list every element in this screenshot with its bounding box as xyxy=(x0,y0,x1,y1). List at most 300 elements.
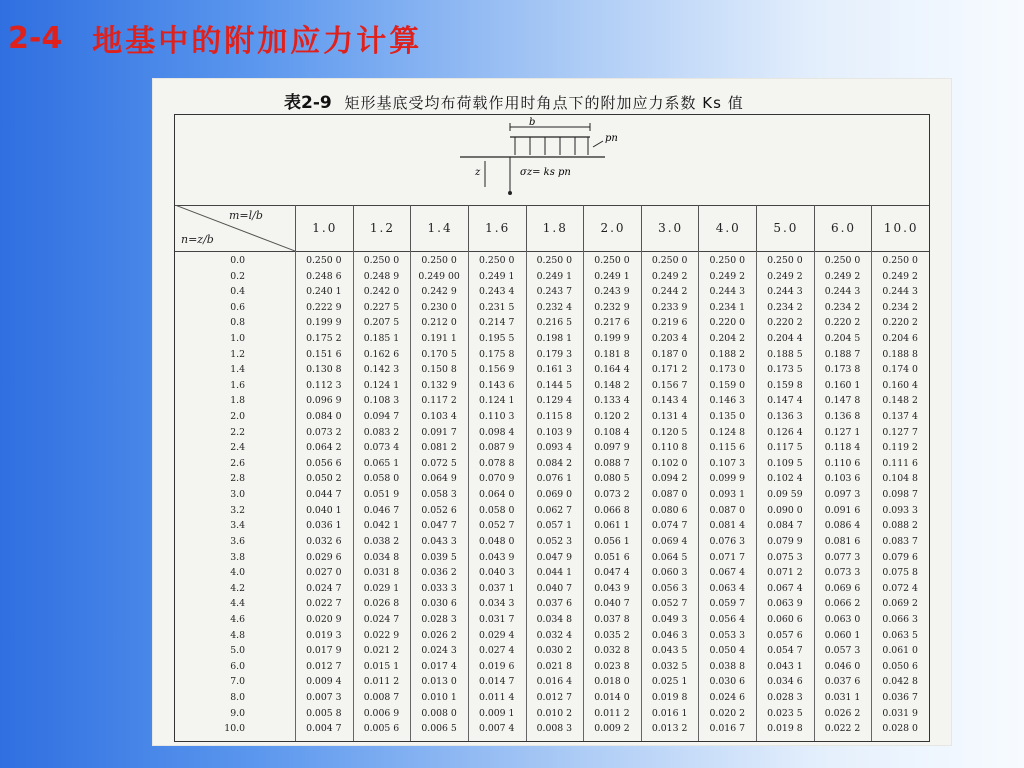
header-m-label: m=l/b xyxy=(229,209,263,222)
table-cell: 0.220 2 xyxy=(882,317,918,329)
table-cell: 0.231 5 xyxy=(478,301,515,313)
table-cell: 0.250 0 xyxy=(421,255,457,266)
header-n-label: n=z/b xyxy=(181,233,214,246)
table-cell: 0.084 7 xyxy=(767,520,803,532)
table-cell: 0.137 4 xyxy=(882,411,918,423)
table-cell: 0.064 5 xyxy=(651,551,688,563)
table-cell: 0.020 9 xyxy=(306,613,342,625)
table-cell: 0.102 4 xyxy=(767,473,803,485)
table-caption-title: 矩形基底受均布荷载作用时角点下的附加应力系数 Ks 值 xyxy=(344,94,744,112)
table-cell: 0.132 9 xyxy=(421,379,457,391)
table-cell: 0.103 4 xyxy=(421,411,457,423)
table-cell: 0.250 0 xyxy=(651,255,688,266)
table-cell: 0.091 6 xyxy=(824,504,861,516)
table-cell: 0.130 8 xyxy=(306,364,342,376)
table-cell: 0.250 0 xyxy=(363,255,400,266)
table-cell: 0.047 9 xyxy=(536,551,573,563)
table-cell: 0.073 3 xyxy=(824,567,861,579)
table-cell: 0.204 4 xyxy=(767,333,803,345)
table-caption xyxy=(284,88,744,113)
row-n-value: 9.0 xyxy=(230,707,245,719)
table-row xyxy=(175,489,929,502)
scanned-table-image xyxy=(152,78,952,746)
table-cell: 0.161 3 xyxy=(536,364,573,376)
table-cell: 0.115 6 xyxy=(709,442,746,454)
table-cell: 0.173 0 xyxy=(709,364,746,376)
table-cell: 0.020 2 xyxy=(709,707,746,719)
row-n-value: 3.4 xyxy=(230,520,245,532)
table-cell: 0.243 9 xyxy=(594,286,630,298)
table-cell: 0.052 3 xyxy=(536,535,573,547)
table-cell: 0.056 6 xyxy=(306,457,342,469)
table-cell: 0.036 7 xyxy=(882,691,918,703)
table-cell: 0.181 8 xyxy=(594,348,630,360)
table-cell: 0.073 2 xyxy=(594,489,630,501)
table-cell: 0.040 3 xyxy=(478,567,515,579)
table-cell: 0.017 4 xyxy=(421,660,457,672)
table-cell: 0.032 5 xyxy=(651,660,688,672)
table-cell: 0.056 1 xyxy=(594,535,630,547)
table-cell: 0.066 2 xyxy=(824,598,861,610)
row-n-value: 1.4 xyxy=(230,364,245,376)
table-row xyxy=(175,661,929,674)
table-cell: 0.129 4 xyxy=(536,395,573,407)
table-cell: 0.038 2 xyxy=(363,535,400,547)
table-cell: 0.019 8 xyxy=(767,723,803,735)
table-cell: 0.056 3 xyxy=(651,582,688,594)
header-m-value: 1.6 xyxy=(468,205,527,251)
table-cell: 0.026 2 xyxy=(421,629,457,641)
table-cell: 0.075 8 xyxy=(882,567,918,579)
table-cell: 0.036 2 xyxy=(421,567,457,579)
row-n-value: 0.2 xyxy=(230,270,245,282)
table-cell: 0.108 4 xyxy=(594,426,630,438)
table-cell: 0.011 2 xyxy=(594,707,630,719)
row-n-value: 10.0 xyxy=(224,723,245,735)
table-cell: 0.087 0 xyxy=(651,489,688,501)
table-cell: 0.050 2 xyxy=(306,473,342,485)
table-cell: 0.199 9 xyxy=(306,317,342,329)
table-cell: 0.120 5 xyxy=(651,426,688,438)
table-cell: 0.104 8 xyxy=(882,473,918,485)
row-n-value: 2.0 xyxy=(230,411,245,423)
table-cell: 0.024 6 xyxy=(709,691,746,703)
table-cell: 0.248 9 xyxy=(363,270,400,282)
table-row xyxy=(175,536,929,549)
row-n-value: 0.4 xyxy=(230,286,245,298)
table-cell: 0.044 7 xyxy=(306,489,342,501)
table-cell: 0.063 0 xyxy=(824,613,861,625)
table-cell: 0.015 1 xyxy=(363,660,400,672)
table-cell: 0.219 6 xyxy=(651,317,688,329)
header-m-value: 2.0 xyxy=(583,205,642,251)
table-cell: 0.035 2 xyxy=(594,629,630,641)
table-cell: 0.047 7 xyxy=(421,520,457,532)
table-cell: 0.249 2 xyxy=(824,270,861,282)
table-cell: 0.240 1 xyxy=(306,286,342,298)
table-cell: 0.069 6 xyxy=(824,582,861,594)
table-cell: 0.008 7 xyxy=(363,691,400,703)
table-cell: 0.220 2 xyxy=(824,317,861,329)
table-cell: 0.037 6 xyxy=(824,676,861,688)
table-cell: 0.028 0 xyxy=(882,723,918,735)
header-m-value: 10.0 xyxy=(871,205,930,251)
table-cell: 0.073 2 xyxy=(306,426,342,438)
table-cell: 0.018 0 xyxy=(594,676,630,688)
table-cell: 0.063 4 xyxy=(709,582,746,594)
table-cell: 0.098 4 xyxy=(478,426,515,438)
row-n-value: 4.4 xyxy=(230,598,245,610)
table-cell: 0.250 0 xyxy=(306,255,342,266)
table-cell: 0.159 0 xyxy=(709,379,746,391)
table-cell: 0.067 4 xyxy=(767,582,803,594)
table-cell: 0.064 0 xyxy=(478,489,515,501)
table-cell: 0.249 2 xyxy=(651,270,688,282)
table-row xyxy=(175,676,929,689)
table-cell: 0.058 3 xyxy=(421,489,457,501)
table-cell: 0.011 2 xyxy=(363,676,400,688)
row-n-value: 4.2 xyxy=(230,582,245,594)
table-cell: 0.065 1 xyxy=(363,457,400,469)
table-cell: 0.049 3 xyxy=(651,613,688,625)
table-cell: 0.040 1 xyxy=(306,504,342,516)
table-cell: 0.064 2 xyxy=(306,442,342,454)
row-n-value: 0.8 xyxy=(230,317,245,329)
table-cell: 0.043 9 xyxy=(478,551,515,563)
load-diagram-figure xyxy=(175,115,929,205)
table-row xyxy=(175,505,929,518)
table-cell: 0.031 7 xyxy=(478,613,515,625)
table-cell: 0.220 2 xyxy=(767,317,803,329)
table-cell: 0.090 0 xyxy=(767,504,803,516)
table-cell: 0.098 7 xyxy=(882,489,918,501)
table-cell: 0.243 4 xyxy=(478,286,515,298)
table-cell: 0.052 7 xyxy=(651,598,688,610)
table-cell: 0.250 0 xyxy=(478,255,515,266)
load-arrows xyxy=(515,137,588,155)
table-cell: 0.008 0 xyxy=(421,707,457,719)
table-cell: 0.091 7 xyxy=(421,426,457,438)
section-number: 2-4 xyxy=(8,20,63,56)
stress-formula: σz= ks pn xyxy=(520,167,571,178)
table-cell: 0.034 6 xyxy=(767,676,803,688)
table-cell: 0.077 3 xyxy=(824,551,861,563)
table-cell: 0.244 3 xyxy=(824,286,861,298)
table-row xyxy=(175,333,929,346)
table-cell: 0.062 7 xyxy=(536,504,573,516)
table-cell: 0.250 0 xyxy=(536,255,573,266)
table-cell: 0.203 4 xyxy=(651,333,688,345)
row-n-value: 2.6 xyxy=(230,457,245,469)
table-cell: 0.249 00 xyxy=(418,270,460,282)
table-cell: 0.250 0 xyxy=(767,255,803,266)
table-cell: 0.110 6 xyxy=(824,457,861,469)
table-cell: 0.064 9 xyxy=(421,473,457,485)
table-cell: 0.028 3 xyxy=(421,613,457,625)
table-cell: 0.173 8 xyxy=(824,364,861,376)
table-cell: 0.022 9 xyxy=(363,629,400,641)
table-cell: 0.069 2 xyxy=(882,598,918,610)
table-cell: 0.160 4 xyxy=(882,379,918,391)
table-cell: 0.031 1 xyxy=(824,691,861,703)
table-cell: 0.160 1 xyxy=(824,379,861,391)
table-cell: 0.027 4 xyxy=(478,645,515,657)
table-cell: 0.214 7 xyxy=(478,317,515,329)
table-cell: 0.034 8 xyxy=(536,613,573,625)
table-cell: 0.124 8 xyxy=(709,426,746,438)
table-cell: 0.103 6 xyxy=(824,473,861,485)
table-cell: 0.187 0 xyxy=(651,348,688,360)
table-cell: 0.102 0 xyxy=(651,457,688,469)
table-cell: 0.083 2 xyxy=(363,426,400,438)
table-cell: 0.054 7 xyxy=(767,645,803,657)
table-cell: 0.026 2 xyxy=(824,707,861,719)
table-cell: 0.175 2 xyxy=(306,333,342,345)
row-n-value: 3.8 xyxy=(230,551,245,563)
table-cell: 0.079 9 xyxy=(767,535,803,547)
row-n-value: 8.0 xyxy=(230,691,245,703)
table-cell: 0.249 1 xyxy=(594,270,630,282)
table-cell: 0.111 6 xyxy=(882,457,918,469)
table-cell: 0.118 4 xyxy=(824,442,861,454)
table-cell: 0.198 1 xyxy=(536,333,573,345)
table-row xyxy=(175,427,929,440)
table-cell: 0.115 8 xyxy=(536,411,573,423)
table-cell: 0.250 0 xyxy=(709,255,746,266)
table-cell: 0.021 2 xyxy=(363,645,400,657)
table-cell: 0.063 9 xyxy=(767,598,803,610)
table-cell: 0.022 7 xyxy=(306,598,342,610)
table-cell: 0.078 8 xyxy=(478,457,515,469)
table-cell: 0.083 7 xyxy=(882,535,918,547)
table-cell: 0.242 0 xyxy=(363,286,400,298)
table-row xyxy=(175,395,929,408)
table-cell: 0.097 3 xyxy=(824,489,861,501)
row-n-value: 4.8 xyxy=(230,629,245,641)
table-cell: 0.073 4 xyxy=(363,442,400,454)
table-cell: 0.030 6 xyxy=(709,676,746,688)
table-cell: 0.131 4 xyxy=(651,411,688,423)
table-cell: 0.162 6 xyxy=(363,348,400,360)
row-n-value: 2.4 xyxy=(230,442,245,454)
table-cell: 0.135 0 xyxy=(709,411,746,423)
row-n-value: 0.6 xyxy=(230,301,245,313)
table-cell: 0.179 3 xyxy=(536,348,573,360)
table-cell: 0.079 6 xyxy=(882,551,918,563)
header-m-value: 4.0 xyxy=(698,205,757,251)
table-cell: 0.019 6 xyxy=(478,660,515,672)
table-cell: 0.191 1 xyxy=(421,333,457,345)
header-m-value: 1.2 xyxy=(353,205,412,251)
table-cell: 0.046 7 xyxy=(363,504,400,516)
table-cell: 0.204 5 xyxy=(824,333,861,345)
table-cell: 0.024 7 xyxy=(306,582,342,594)
table-row xyxy=(175,458,929,471)
table-cell: 0.060 6 xyxy=(767,613,803,625)
table-cell: 0.249 1 xyxy=(536,270,573,282)
table-cell: 0.117 5 xyxy=(767,442,803,454)
table-cell: 0.148 2 xyxy=(882,395,918,407)
table-cell: 0.249 2 xyxy=(767,270,803,282)
table-cell: 0.103 9 xyxy=(536,426,573,438)
table-cell: 0.151 6 xyxy=(306,348,342,360)
table-row xyxy=(175,645,929,658)
table-cell: 0.056 4 xyxy=(709,613,746,625)
table-cell: 0.043 3 xyxy=(421,535,457,547)
header-m-value: 5.0 xyxy=(756,205,815,251)
table-cell: 0.037 6 xyxy=(536,598,573,610)
table-cell: 0.199 9 xyxy=(594,333,630,345)
slide-title xyxy=(8,16,422,60)
table-cell: 0.120 2 xyxy=(594,411,630,423)
header-m-value: 1.4 xyxy=(410,205,469,251)
table-cell: 0.021 8 xyxy=(536,660,573,672)
row-n-value: 1.2 xyxy=(230,348,245,360)
table-cell: 0.249 2 xyxy=(882,270,918,282)
table-cell: 0.011 4 xyxy=(478,691,515,703)
table-cell: 0.232 4 xyxy=(536,301,573,313)
table-cell: 0.136 8 xyxy=(824,411,861,423)
table-cell: 0.081 2 xyxy=(421,442,457,454)
table-cell: 0.016 7 xyxy=(709,723,746,735)
table-cell: 0.204 2 xyxy=(709,333,746,345)
table-cell: 0.227 5 xyxy=(363,301,400,313)
load-diagram xyxy=(175,115,929,206)
table-cell: 0.069 0 xyxy=(536,489,573,501)
table-cell: 0.232 9 xyxy=(594,301,630,313)
table-cell: 0.174 0 xyxy=(882,364,918,376)
row-n-value: 2.2 xyxy=(230,426,245,438)
table-cell: 0.048 0 xyxy=(478,535,515,547)
table-cell: 0.107 3 xyxy=(709,457,746,469)
table-cell: 0.088 7 xyxy=(594,457,630,469)
table-cell: 0.005 8 xyxy=(306,707,342,719)
table-cell: 0.039 5 xyxy=(421,551,457,563)
table-cell: 0.034 8 xyxy=(363,551,400,563)
row-n-value: 6.0 xyxy=(230,660,245,672)
table-cell: 0.220 0 xyxy=(709,317,746,329)
table-cell: 0.117 2 xyxy=(421,395,457,407)
table-cell: 0.146 3 xyxy=(709,395,746,407)
table-cell: 0.088 2 xyxy=(882,520,918,532)
header-m-value: 3.0 xyxy=(641,205,700,251)
table-cell: 0.034 3 xyxy=(478,598,515,610)
table-cell: 0.147 8 xyxy=(824,395,861,407)
table-cell: 0.080 5 xyxy=(594,473,630,485)
table-cell: 0.063 5 xyxy=(882,629,918,641)
table-cell: 0.007 3 xyxy=(306,691,342,703)
table-cell: 0.032 4 xyxy=(536,629,573,641)
table-cell: 0.024 7 xyxy=(363,613,400,625)
table-cell: 0.076 3 xyxy=(709,535,746,547)
table-cell: 0.043 5 xyxy=(651,645,688,657)
table-cell: 0.081 6 xyxy=(824,535,861,547)
table-cell: 0.250 0 xyxy=(882,255,918,266)
table-cell: 0.012 7 xyxy=(306,660,342,672)
row-n-value: 1.8 xyxy=(230,395,245,407)
table-row xyxy=(175,630,929,643)
table-cell: 0.057 6 xyxy=(767,629,803,641)
table-cell: 0.044 1 xyxy=(536,567,573,579)
table-cell: 0.070 9 xyxy=(478,473,515,485)
table-cell: 0.156 9 xyxy=(478,364,515,376)
table-cell: 0.067 4 xyxy=(709,567,746,579)
table-cell: 0.060 3 xyxy=(651,567,688,579)
table-cell: 0.022 2 xyxy=(824,723,861,735)
row-n-value: 7.0 xyxy=(230,676,245,688)
row-n-value: 0.0 xyxy=(230,255,245,266)
table-cell: 0.159 8 xyxy=(767,379,803,391)
table-cell: 0.230 0 xyxy=(421,301,457,313)
table-cell: 0.013 2 xyxy=(651,723,688,735)
table-cell: 0.023 8 xyxy=(594,660,630,672)
table-cell: 0.023 5 xyxy=(767,707,803,719)
table-cell: 0.217 6 xyxy=(594,317,630,329)
table-cell: 0.040 7 xyxy=(536,582,573,594)
table-cell: 0.142 3 xyxy=(363,364,400,376)
table-cell: 0.170 5 xyxy=(421,348,457,360)
table-cell: 0.093 1 xyxy=(709,489,746,501)
table-cell: 0.248 6 xyxy=(306,270,342,282)
table-row xyxy=(175,583,929,596)
table-row xyxy=(175,364,929,377)
table-cell: 0.093 4 xyxy=(536,442,573,454)
table-cell: 0.072 4 xyxy=(882,582,918,594)
table-row xyxy=(175,302,929,315)
table-cell: 0.110 8 xyxy=(651,442,688,454)
section-title: 地基中的附加应力计算 xyxy=(92,24,423,59)
table-cell: 0.050 6 xyxy=(882,660,918,672)
table-row xyxy=(175,286,929,299)
table-cell: 0.010 1 xyxy=(421,691,457,703)
table-row xyxy=(175,255,929,268)
table-body xyxy=(175,251,929,741)
table-cell: 0.093 3 xyxy=(882,504,918,516)
table-cell: 0.019 8 xyxy=(651,691,688,703)
table-cell: 0.234 2 xyxy=(767,301,803,313)
table-cell: 0.012 7 xyxy=(536,691,573,703)
table-cell: 0.017 9 xyxy=(306,645,342,657)
table-cell: 0.081 4 xyxy=(709,520,746,532)
table-cell: 0.005 6 xyxy=(363,723,400,735)
table-cell: 0.051 9 xyxy=(363,489,400,501)
table-cell: 0.188 5 xyxy=(767,348,803,360)
table-row xyxy=(175,520,929,533)
table-cell: 0.119 2 xyxy=(882,442,918,454)
table-cell: 0.030 6 xyxy=(421,598,457,610)
table-row xyxy=(175,614,929,627)
table-cell: 0.037 8 xyxy=(594,613,630,625)
table-cell: 0.060 1 xyxy=(824,629,861,641)
table-cell: 0.250 0 xyxy=(594,255,630,266)
table-cell: 0.109 5 xyxy=(767,457,803,469)
table-cell: 0.058 0 xyxy=(363,473,400,485)
table-cell: 0.234 2 xyxy=(824,301,861,313)
table-cell: 0.084 2 xyxy=(536,457,573,469)
coefficient-table xyxy=(174,114,930,742)
table-cell: 0.094 2 xyxy=(651,473,688,485)
table-cell: 0.076 1 xyxy=(536,473,573,485)
table-cell: 0.072 5 xyxy=(421,457,457,469)
table-cell: 0.185 1 xyxy=(363,333,400,345)
table-row xyxy=(175,567,929,580)
row-n-value: 4.0 xyxy=(230,567,245,579)
table-cell: 0.204 6 xyxy=(882,333,918,345)
table-cell: 0.244 3 xyxy=(882,286,918,298)
table-row xyxy=(175,692,929,705)
table-cell: 0.143 6 xyxy=(478,379,515,391)
table-row xyxy=(175,442,929,455)
